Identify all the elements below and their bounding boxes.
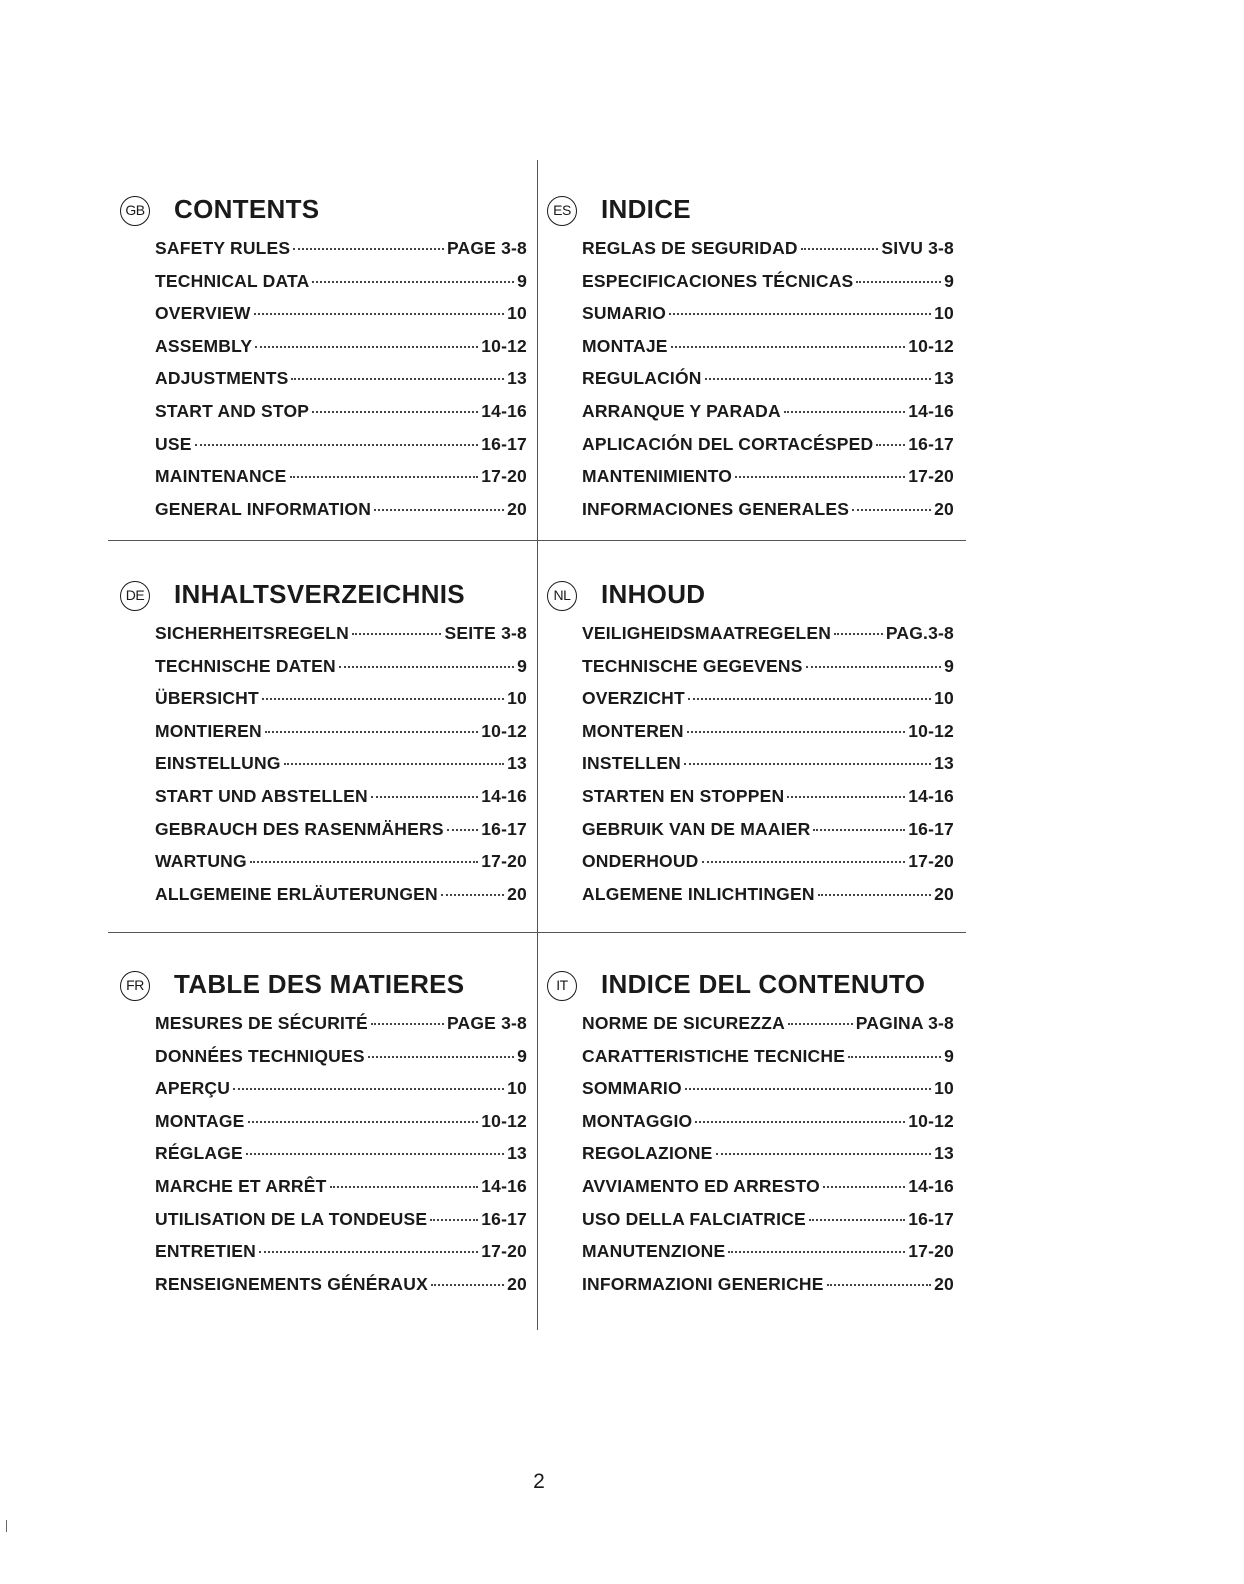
toc-entry: [582, 1078, 954, 1111]
toc-entry-page: 16-17: [908, 433, 954, 454]
section-title: CONTENTS: [174, 194, 320, 224]
page-number: 2: [533, 1470, 545, 1493]
dot-leader: [669, 313, 931, 315]
toc-entry: [155, 786, 527, 819]
toc-entry: [582, 1241, 954, 1274]
toc-entry: [582, 1111, 954, 1144]
toc-entry-label: REGULACIÓN: [582, 368, 702, 389]
toc-entry-page: 14-16: [481, 785, 527, 806]
toc-entry-page: 14-16: [908, 400, 954, 421]
language-code-badge: IT: [547, 971, 577, 1001]
section-header: [547, 192, 967, 232]
dot-leader: [735, 476, 905, 478]
toc-list: [582, 623, 954, 916]
toc-entry-label: MONTEREN: [582, 720, 684, 741]
dot-leader: [250, 861, 478, 863]
toc-entry-page: 10: [507, 1078, 527, 1099]
toc-entry: [155, 884, 527, 917]
toc-entry-page: 13: [507, 1143, 527, 1164]
toc-entry: [582, 434, 954, 467]
toc-entry-label: RÉGLAGE: [155, 1143, 243, 1164]
toc-entry-page: 10: [934, 303, 954, 324]
dot-leader: [823, 1186, 905, 1188]
dot-leader: [447, 829, 479, 831]
toc-entry-label: MANTENIMIENTO: [582, 466, 733, 487]
dot-leader: [255, 346, 478, 348]
toc-entry: [582, 1013, 954, 1046]
dot-leader: [688, 698, 931, 700]
toc-entry-label: ÜBERSICHT: [155, 688, 259, 709]
toc-list: [582, 1013, 954, 1306]
toc-entry: [155, 1013, 527, 1046]
toc-entry: [155, 303, 527, 336]
dot-leader: [813, 829, 905, 831]
toc-entry-page: 17-20: [908, 851, 954, 872]
toc-entry-label: AVVIAMENTO ED ARRESTO: [582, 1175, 820, 1196]
toc-entry-label: TECHNISCHE DATEN: [155, 655, 336, 676]
toc-entry-label: CARATTERISTICHE TECNICHE: [582, 1045, 846, 1066]
toc-entry-page: 20: [507, 883, 527, 904]
dot-leader: [254, 313, 505, 315]
section-title: INHALTSVERZEICHNIS: [174, 579, 465, 609]
toc-entry-page: 10: [934, 688, 954, 709]
toc-entry-page: 10-12: [481, 1110, 527, 1131]
toc-entry-page: 16-17: [908, 1208, 954, 1229]
toc-entry: [155, 499, 527, 532]
dot-leader: [687, 731, 905, 733]
dot-leader: [374, 509, 504, 511]
toc-entry: [155, 819, 527, 852]
toc-entry-page: 14-16: [481, 400, 527, 421]
toc-entry-page: 13: [507, 753, 527, 774]
toc-entry: [155, 656, 527, 689]
toc-entry: [155, 271, 527, 304]
toc-entry: [155, 1143, 527, 1176]
dot-leader: [290, 476, 479, 478]
toc-entry-page: 13: [934, 1143, 954, 1164]
toc-entry: [582, 1209, 954, 1242]
dot-leader: [352, 633, 441, 635]
toc-entry-label: MONTIEREN: [155, 720, 262, 741]
toc-entry-label: MANUTENZIONE: [582, 1241, 726, 1262]
toc-entry: [155, 434, 527, 467]
dot-leader: [195, 444, 479, 446]
dot-leader: [441, 894, 504, 896]
toc-entry-page: 10: [934, 1078, 954, 1099]
toc-entry: [582, 884, 954, 917]
toc-entry: [582, 819, 954, 852]
toc-entry: [582, 1274, 954, 1307]
section-header: [120, 967, 540, 1007]
toc-entry-label: MESURES DE SÉCURITÉ: [155, 1013, 368, 1033]
dot-leader: [248, 1121, 479, 1123]
toc-entry-page: 17-20: [481, 466, 527, 487]
toc-entry-label: STARTEN EN STOPPEN: [582, 785, 785, 806]
dot-leader: [788, 1023, 853, 1025]
toc-entry-page: 10: [507, 688, 527, 709]
toc-entry-page: 16-17: [481, 1208, 527, 1229]
dot-leader: [371, 1023, 444, 1025]
toc-entry: [155, 1209, 527, 1242]
dot-leader: [852, 509, 931, 511]
section-header: [547, 967, 967, 1007]
toc-entry-label: APERÇU: [155, 1078, 231, 1099]
toc-entry-page: 17-20: [908, 1241, 954, 1262]
toc-entry-label: RENSEIGNEMENTS GÉNÉRAUX: [155, 1273, 428, 1294]
toc-entry: [155, 336, 527, 369]
toc-entry: [155, 688, 527, 721]
toc-entry-label: GEBRUIK VAN DE MAAIER: [582, 818, 811, 839]
toc-entry-label: INFORMACIONES GENERALES: [582, 498, 850, 519]
toc-entry: [582, 271, 954, 304]
toc-entry-page: 13: [934, 753, 954, 774]
dot-leader: [702, 861, 906, 863]
toc-entry-page: 14-16: [908, 785, 954, 806]
toc-entry: [582, 1176, 954, 1209]
dot-leader: [265, 731, 478, 733]
dot-leader: [716, 1153, 932, 1155]
toc-entry-label: REGOLAZIONE: [582, 1143, 713, 1164]
toc-entry-label: UTILISATION DE LA TONDEUSE: [155, 1208, 428, 1229]
toc-entry-label: START AND STOP: [155, 400, 310, 421]
toc-entry-page: 10-12: [908, 1110, 954, 1131]
section-title: INDICE DEL CONTENUTO: [601, 969, 926, 999]
dot-leader: [246, 1153, 504, 1155]
section-header: [547, 577, 967, 617]
toc-entry: [155, 1078, 527, 1111]
toc-entry: [155, 368, 527, 401]
toc-entry: [155, 721, 527, 754]
toc-entry-page: PAGE 3-8: [446, 1013, 527, 1033]
toc-entry-page: 17-20: [481, 1241, 527, 1262]
toc-entry: [582, 303, 954, 336]
toc-entry-label: MONTAGE: [155, 1110, 245, 1131]
toc-entry: [155, 851, 527, 884]
toc-entry: [155, 466, 527, 499]
toc-entry-label: ALGEMENE INLICHTINGEN: [582, 883, 815, 904]
toc-entry-page: 14-16: [908, 1175, 954, 1196]
toc-entry-label: MONTAJE: [582, 335, 668, 356]
toc-entry-page: 9: [944, 655, 954, 676]
dot-leader: [784, 411, 905, 413]
toc-entry: [582, 401, 954, 434]
toc-entry: [155, 1274, 527, 1307]
dot-leader: [684, 763, 931, 765]
dot-leader: [818, 894, 931, 896]
toc-entry-label: OVERZICHT: [582, 688, 685, 709]
toc-entry-label: INSTELLEN: [582, 753, 682, 774]
dot-leader: [284, 763, 504, 765]
dot-leader: [368, 1056, 514, 1058]
toc-entry-page: PAGINA 3-8: [855, 1013, 954, 1033]
column-divider: [537, 160, 538, 1330]
toc-entry-page: 20: [507, 1273, 527, 1294]
toc-entry-page: 9: [944, 270, 954, 291]
toc-entry-page: PAGE 3-8: [446, 238, 527, 258]
toc-entry-label: SUMARIO: [582, 303, 667, 324]
dot-leader: [671, 346, 906, 348]
toc-entry: [582, 238, 954, 271]
toc-entry-label: ESPECIFICACIONES TÉCNICAS: [582, 270, 854, 291]
toc-list: [155, 623, 527, 916]
toc-entry-label: INFORMAZIONI GENERICHE: [582, 1273, 824, 1294]
dot-leader: [431, 1284, 504, 1286]
toc-entry-label: REGLAS DE SEGURIDAD: [582, 238, 798, 258]
toc-entry: [155, 623, 527, 656]
toc-entry-page: PAG.3-8: [885, 623, 954, 643]
scan-mark: [6, 1520, 7, 1532]
dot-leader: [233, 1088, 504, 1090]
dot-leader: [856, 281, 941, 283]
toc-entry: [155, 401, 527, 434]
toc-entry-page: 13: [507, 368, 527, 389]
row-divider: [108, 932, 966, 933]
toc-entry-label: SICHERHEITSREGELN: [155, 623, 349, 643]
toc-entry-page: SEITE 3-8: [444, 623, 527, 643]
toc-entry-label: MAINTENANCE: [155, 466, 287, 487]
toc-entry-label: ARRANQUE Y PARADA: [582, 400, 781, 421]
toc-entry-page: 16-17: [481, 818, 527, 839]
dot-leader: [259, 1251, 478, 1253]
section-header: [120, 577, 540, 617]
toc-entry-label: ONDERHOUD: [582, 851, 699, 872]
toc-entry: [155, 1111, 527, 1144]
toc-entry-label: APLICACIÓN DEL CORTACÉSPED: [582, 433, 874, 454]
toc-entry: [155, 753, 527, 786]
toc-entry-page: 9: [517, 655, 527, 676]
toc-list: [582, 238, 954, 531]
language-code-badge: DE: [120, 581, 150, 611]
toc-entry-label: SAFETY RULES: [155, 238, 291, 258]
toc-entry-page: 17-20: [908, 466, 954, 487]
toc-entry-page: 10: [507, 303, 527, 324]
dot-leader: [339, 666, 514, 668]
toc-entry-page: 10-12: [908, 335, 954, 356]
toc-entry: [582, 336, 954, 369]
toc-entry-page: 9: [517, 1045, 527, 1066]
toc-entry: [155, 238, 527, 271]
toc-entry-label: GENERAL INFORMATION: [155, 498, 372, 519]
toc-entry-page: 20: [934, 498, 954, 519]
dot-leader: [809, 1219, 905, 1221]
toc-entry: [582, 623, 954, 656]
dot-leader: [705, 378, 931, 380]
language-code-badge: FR: [120, 971, 150, 1001]
toc-entry: [155, 1176, 527, 1209]
toc-entry-label: DONNÉES TECHNIQUES: [155, 1045, 365, 1066]
toc-entry-label: WARTUNG: [155, 851, 247, 872]
toc-entry-page: 10-12: [481, 335, 527, 356]
toc-entry-label: MONTAGGIO: [582, 1110, 693, 1131]
toc-entry-label: USE: [155, 433, 192, 454]
dot-leader: [312, 281, 514, 283]
toc-entry: [582, 721, 954, 754]
toc-list: [155, 238, 527, 531]
toc-entry: [155, 1241, 527, 1274]
toc-entry-label: VEILIGHEIDSMAATREGELEN: [582, 623, 832, 643]
toc-entry: [582, 1143, 954, 1176]
toc-entry-label: SOMMARIO: [582, 1078, 682, 1099]
section-title: INDICE: [601, 194, 691, 224]
toc-entry: [582, 656, 954, 689]
toc-entry-page: 20: [507, 498, 527, 519]
toc-entry-page: 9: [944, 1045, 954, 1066]
dot-leader: [728, 1251, 905, 1253]
dot-leader: [876, 444, 905, 446]
dot-leader: [787, 796, 905, 798]
dot-leader: [262, 698, 504, 700]
section-title: INHOUD: [601, 579, 706, 609]
dot-leader: [695, 1121, 905, 1123]
toc-entry: [582, 786, 954, 819]
dot-leader: [827, 1284, 932, 1286]
toc-entry-label: ENTRETIEN: [155, 1241, 256, 1262]
toc-entry-page: 17-20: [481, 851, 527, 872]
toc-entry: [582, 1046, 954, 1079]
toc-entry-page: 10-12: [908, 720, 954, 741]
dot-leader: [330, 1186, 479, 1188]
row-divider: [108, 540, 966, 541]
dot-leader: [848, 1056, 941, 1058]
toc-entry-page: 14-16: [481, 1175, 527, 1196]
dot-leader: [293, 248, 444, 250]
dot-leader: [430, 1219, 478, 1221]
toc-entry-label: TECHNICAL DATA: [155, 270, 310, 291]
dot-leader: [291, 378, 504, 380]
toc-entry-page: 20: [934, 1273, 954, 1294]
toc-entry: [582, 753, 954, 786]
toc-entry: [582, 851, 954, 884]
toc-entry-label: NORME DE SICUREZZA: [582, 1013, 785, 1033]
toc-entry: [582, 499, 954, 532]
dot-leader: [801, 248, 879, 250]
dot-leader: [834, 633, 883, 635]
toc-entry-label: USO DELLA FALCIATRICE: [582, 1208, 806, 1229]
toc-list: [155, 1013, 527, 1306]
toc-entry-page: 20: [934, 883, 954, 904]
toc-entry-page: SIVU 3-8: [881, 238, 954, 258]
dot-leader: [685, 1088, 931, 1090]
toc-entry-page: 16-17: [908, 818, 954, 839]
language-code-badge: ES: [547, 196, 577, 226]
toc-entry: [582, 466, 954, 499]
language-code-badge: NL: [547, 581, 577, 611]
toc-entry-page: 10-12: [481, 720, 527, 741]
toc-entry-page: 9: [517, 270, 527, 291]
toc-entry-label: EINSTELLUNG: [155, 753, 281, 774]
section-header: [120, 192, 540, 232]
toc-entry: [582, 368, 954, 401]
language-code-badge: GB: [120, 196, 150, 226]
toc-entry-page: 13: [934, 368, 954, 389]
dot-leader: [371, 796, 478, 798]
toc-entry-label: OVERVIEW: [155, 303, 251, 324]
toc-entry-label: START UND ABSTELLEN: [155, 785, 368, 806]
section-title: TABLE DES MATIERES: [174, 969, 465, 999]
toc-entry-label: ASSEMBLY: [155, 335, 253, 356]
toc-entry-label: TECHNISCHE GEGEVENS: [582, 655, 803, 676]
toc-entry-page: 16-17: [481, 433, 527, 454]
toc-entry: [582, 688, 954, 721]
toc-entry-label: GEBRAUCH DES RASENMÄHERS: [155, 818, 444, 839]
toc-entry: [155, 1046, 527, 1079]
toc-entry-label: MARCHE ET ARRÊT: [155, 1175, 327, 1196]
dot-leader: [312, 411, 478, 413]
dot-leader: [806, 666, 941, 668]
toc-entry-label: ADJUSTMENTS: [155, 368, 289, 389]
toc-entry-label: ALLGEMEINE ERLÄUTERUNGEN: [155, 883, 438, 904]
